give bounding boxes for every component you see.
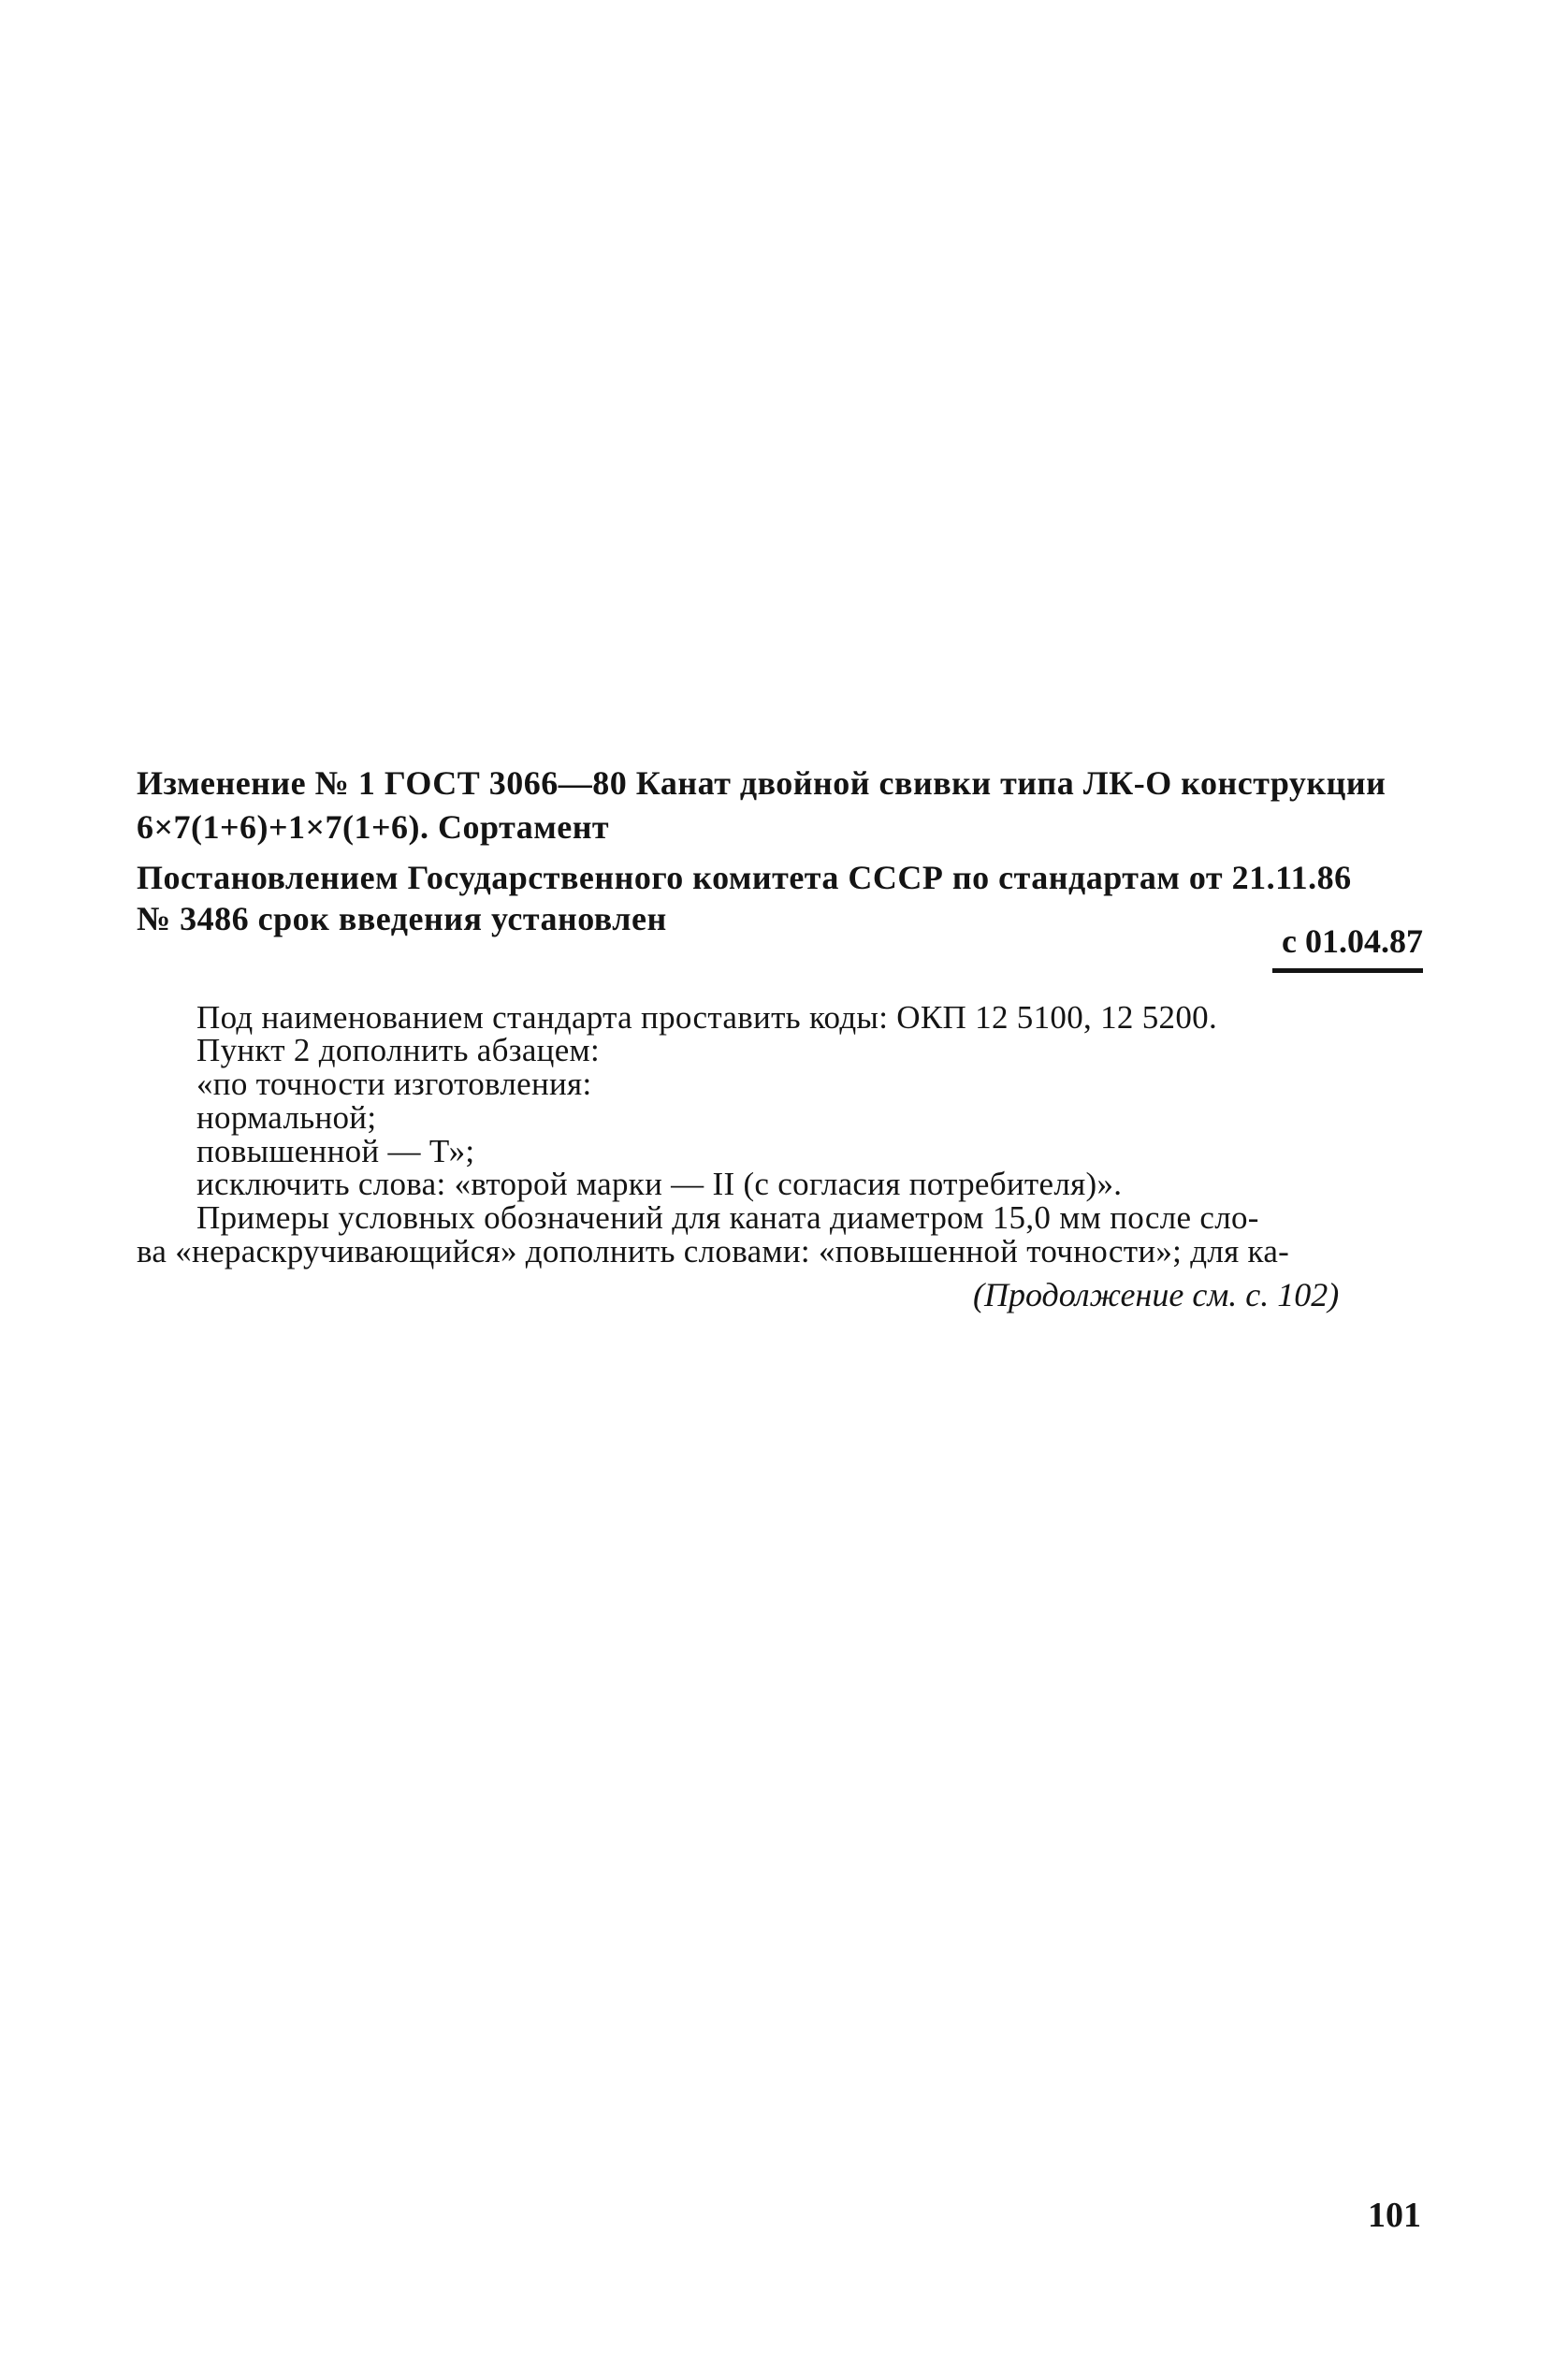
amendment-title-line-1: Изменение № 1 ГОСТ 3066—80 Канат двойной свивки типа ЛК-О конструкции	[137, 764, 1387, 802]
effective-date-underline	[1272, 968, 1423, 973]
effective-date: с 01.04.87	[1282, 922, 1423, 960]
body-line-4: нормальной;	[196, 1099, 377, 1136]
body-line-7: Примеры условных обозначений для каната диаметром 15,0 мм после сло-	[196, 1199, 1259, 1236]
body-line-6: исключить слова: «второй марки — II (с согласия потребителя)».	[196, 1166, 1123, 1202]
decree-line-1: Постановлением Государственного комитета СССР по стандартам от 21.11.86	[137, 859, 1352, 896]
body-line-2: Пункт 2 дополнить абзацем:	[196, 1032, 600, 1068]
body-line-1: Под наименованием стандарта проставить коды: ОКП 12 5100, 12 5200.	[196, 999, 1218, 1036]
effective-date-block	[1216, 921, 1423, 987]
page-number: 101	[1368, 2196, 1421, 2235]
amendment-title-line-2: 6×7(1+6)+1×7(1+6). Сортамент	[137, 808, 610, 846]
body-line-5: повышенной — Т»;	[196, 1133, 475, 1169]
decree-line-2: № 3486 срок введения установлен	[137, 900, 667, 937]
continuation-note: (Продолжение см. с. 102)	[973, 1276, 1340, 1313]
body-line-3: «по точности изготовления:	[196, 1066, 592, 1102]
body-line-8: ва «нераскручивающийся» дополнить словами: «повышенной точности»; для ка-	[137, 1233, 1290, 1270]
